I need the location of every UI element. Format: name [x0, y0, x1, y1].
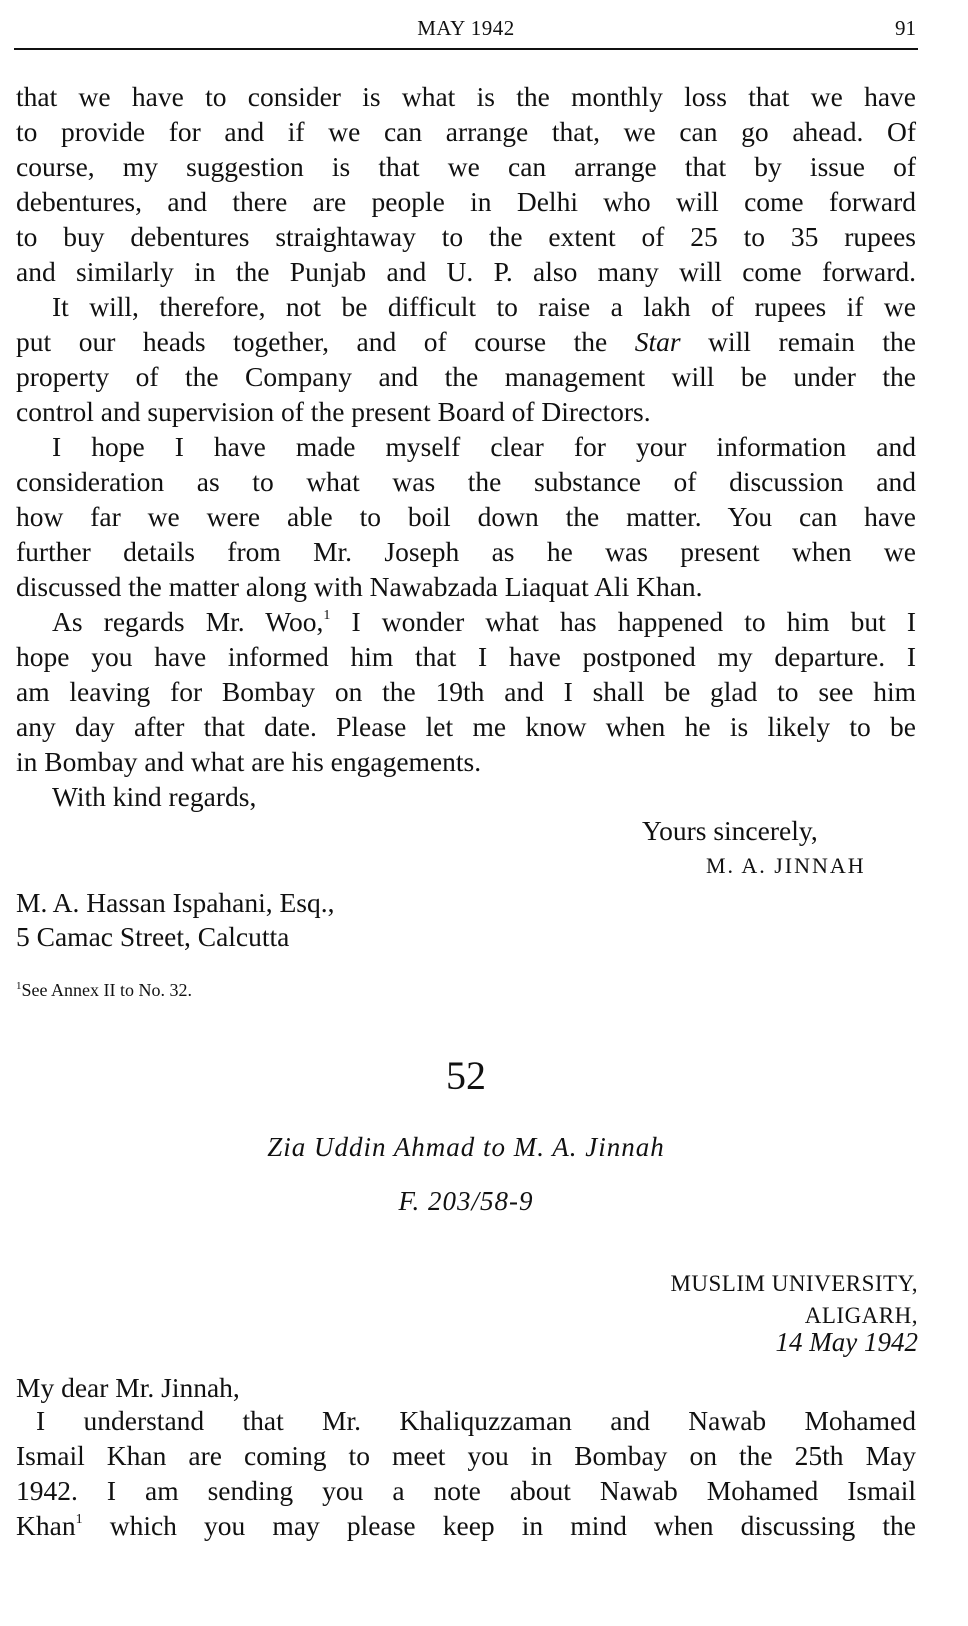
letter-52-line-1: I understand that Mr. Khaliquzzaman and Nawab Mohamed: [36, 1405, 916, 1436]
page-header: [14, 8, 918, 50]
kind-regards: With kind regards,: [52, 781, 257, 812]
letter-date: 14 May 1942: [775, 1327, 918, 1357]
sender-place-line-1: MUSLIM UNIVERSITY,: [670, 1271, 918, 1296]
paragraph-1-line-2: to provide for and if we can arrange that, we can go ahead. Of: [16, 116, 916, 147]
salutation: My dear Mr. Jinnah,: [16, 1372, 240, 1403]
document-number: 52: [446, 1053, 486, 1098]
paragraph-1-line-1: that we have to consider is what is the monthly loss that we have: [16, 81, 916, 112]
newspaper-title-star: Star: [634, 326, 681, 357]
paragraph-2-line-2: put our heads together, and of course the Star will remain the: [16, 326, 916, 357]
paragraph-4-line-4: any day after that date. Please let me know when he is likely to be: [16, 711, 916, 742]
letter-52-line-2: Ismail Khan are coming to meet you in Bombay on the 25th May: [16, 1440, 916, 1471]
paragraph-4-line-5: in Bombay and what are his engagements.: [16, 746, 482, 777]
sender-place-line-2: ALIGARH,: [804, 1303, 918, 1328]
paragraph-1-line-4: debentures, and there are people in Delhi who will come forward: [16, 186, 916, 217]
paragraph-3-line-5: discussed the matter along with Nawabzada Liaquat Ali Khan.: [16, 571, 703, 602]
running-title: MAY 1942: [417, 16, 515, 40]
footnote-marker-2: 1: [75, 1512, 83, 1527]
paragraph-1-line-3: course, my suggestion is that we can arrange that by issue of: [16, 151, 916, 182]
paragraph-1-line-5: to buy debentures straightaway to the extent of 25 to 35 rupees: [16, 221, 916, 252]
paragraph-3-line-2: consideration as to what was the substance of discussion and: [16, 466, 916, 497]
letter-52-line-3: 1942. I am sending you a note about Nawab Mohamed Ismail: [16, 1475, 916, 1506]
footnote: $^1$See Annex II to No. 32.: [16, 980, 192, 1000]
paragraph-3-line-3: how far we were able to boil down the matter. You can have: [16, 501, 916, 532]
closing-salutation: Yours sincerely,: [642, 815, 818, 846]
paragraph-3-line-4: further details from Mr. Joseph as he was present when we: [16, 536, 916, 567]
paragraph-2-line-4: control and supervision of the present Board of Directors.: [16, 396, 651, 427]
file-reference: F. 203/58-9: [398, 1186, 534, 1216]
paragraph-3-line-1: I hope I have made myself clear for your information and: [52, 431, 916, 462]
page-number: 91: [895, 16, 916, 40]
addressee-address: 5 Camac Street, Calcutta: [16, 921, 290, 952]
paragraph-4-line-3: am leaving for Bombay on the 19th and I shall be glad to see him: [16, 676, 916, 707]
footnote-marker: 1: [323, 608, 331, 623]
signature-name: M. A. JINNAH: [706, 853, 866, 878]
paragraph-4-line-1: As regards Mr. Woo,$^1$ I wonder what has happened to him but I: [52, 606, 916, 637]
addressee-name: M. A. Hassan Ispahani, Esq.,: [16, 887, 335, 918]
paragraph-4-line-2: hope you have informed him that I have postponed my departure. I: [16, 641, 916, 672]
document-title: Zia Uddin Ahmad to M. A. Jinnah: [267, 1132, 665, 1162]
paragraph-2-line-3: property of the Company and the management will be under the: [16, 361, 916, 392]
letter-52-line-4: Khan$^1$ which you may please keep in mind when discussing the: [16, 1510, 916, 1541]
paragraph-1-line-6: and similarly in the Punjab and U. P. also many will come forward.: [16, 256, 916, 287]
paragraph-2-line-1: It will, therefore, not be difficult to raise a lakh of rupees if we: [52, 291, 916, 322]
